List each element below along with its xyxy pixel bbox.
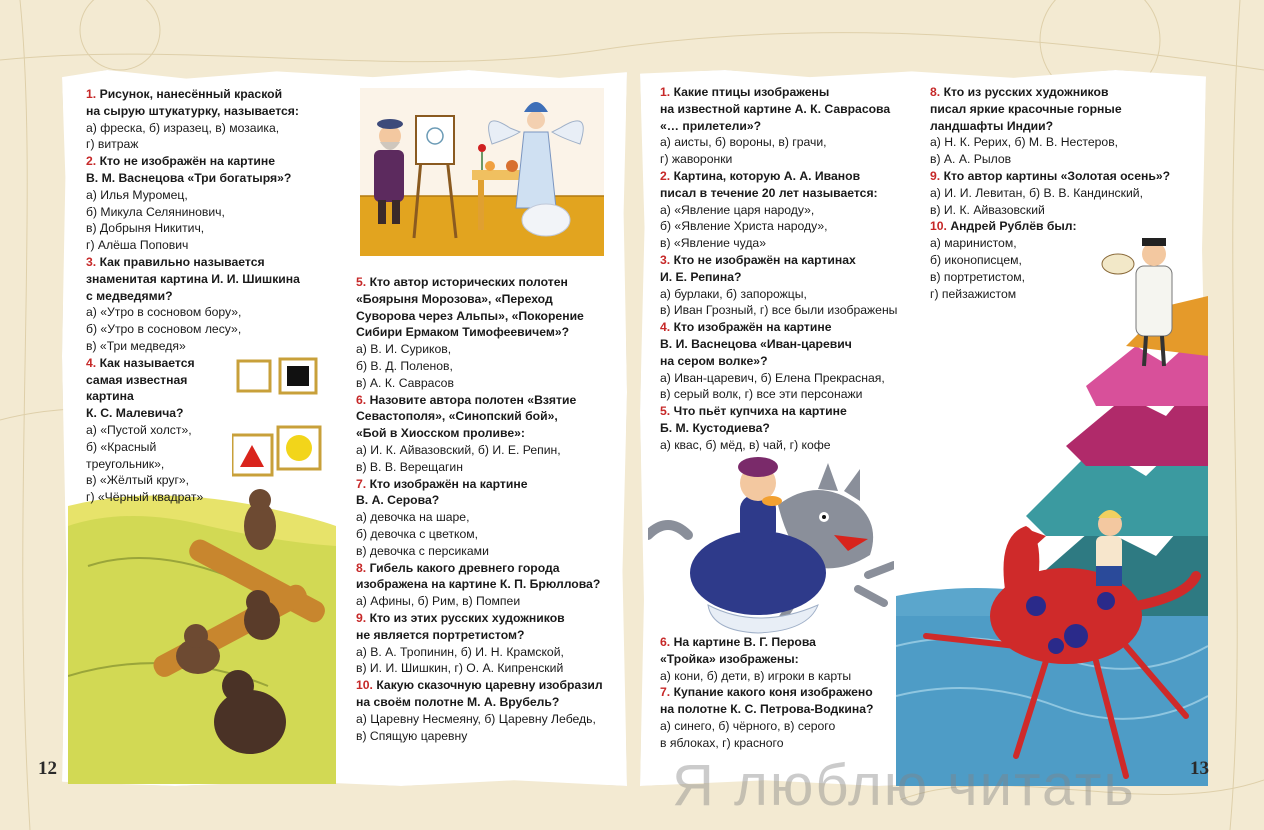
line-text: в) «Три медведя» xyxy=(86,338,186,353)
line-text: В. А. Серова? xyxy=(356,493,440,508)
question-line xyxy=(660,420,897,437)
answer-line xyxy=(660,218,897,235)
line-text: а) «Явление царя народу», xyxy=(660,202,815,217)
line-text: а) Афины, б) Рим, в) Помпеи xyxy=(356,594,521,609)
question-line xyxy=(356,560,603,577)
question-line xyxy=(660,634,873,651)
line-text: не является портретистом? xyxy=(356,627,525,642)
question-line xyxy=(356,476,603,493)
answer-line xyxy=(86,422,300,439)
answer-line xyxy=(86,338,300,355)
question-line xyxy=(86,405,300,422)
question-line xyxy=(86,86,300,103)
answer-line xyxy=(930,286,1170,303)
line-text: Суворова через Альпы», «Покорение xyxy=(356,308,584,323)
line-text: а) Царевну Несмеяну, б) Царевну Лебедь, xyxy=(356,711,596,726)
line-text: в) портретистом, xyxy=(930,269,1026,284)
question-line xyxy=(660,353,897,370)
answer-line xyxy=(660,151,897,168)
question-line xyxy=(356,392,603,409)
line-text: Кто изображён на картине xyxy=(673,320,832,335)
line-text: ландшафты Индии? xyxy=(930,118,1054,133)
question-line xyxy=(86,254,300,271)
line-text: «Бой в Хиосском проливе»: xyxy=(356,426,525,441)
answer-line xyxy=(356,442,603,459)
question-line xyxy=(660,336,897,353)
question-line xyxy=(660,84,897,101)
question-number: 8. xyxy=(356,560,367,575)
question-line xyxy=(930,118,1170,135)
answer-line xyxy=(86,136,300,153)
line-text: а) Иван-царевич, б) Елена Прекрасная, xyxy=(660,370,885,385)
page-number-right: 13 xyxy=(1190,758,1209,779)
question-number: 3. xyxy=(660,252,671,267)
line-text: изображена на картине К. П. Брюллова? xyxy=(356,577,601,592)
answer-line xyxy=(660,202,897,219)
question-number: 1. xyxy=(660,85,671,99)
line-text: в) Добрыня Никитич, xyxy=(86,221,205,236)
line-text: а) «Пустой холст», xyxy=(86,422,192,437)
questions-column-2 xyxy=(356,274,603,744)
question-line xyxy=(356,576,603,593)
answer-line xyxy=(660,668,873,685)
answer-line xyxy=(356,459,603,476)
answer-line xyxy=(930,252,1170,269)
line-text: г) Алёша Попович xyxy=(86,238,189,253)
question-line xyxy=(660,701,873,718)
watermark: Я люблю читать xyxy=(672,753,1136,818)
answer-line xyxy=(660,235,897,252)
question-line xyxy=(86,271,300,288)
question-number: 10. xyxy=(930,219,947,234)
line-text: Купание какого коня изображено xyxy=(673,685,873,700)
line-text: в) Иван Грозный, г) все были изображены xyxy=(660,303,898,318)
answer-line xyxy=(86,220,300,237)
line-text: На картине В. Г. Перова xyxy=(673,635,816,649)
line-text: Кто автор картины «Золотая осень»? xyxy=(943,168,1171,183)
question-line xyxy=(86,170,300,187)
line-text: б) Микула Селянинович, xyxy=(86,204,225,219)
answer-line xyxy=(930,185,1170,202)
question-line xyxy=(86,355,300,372)
question-number: 8. xyxy=(930,85,941,99)
line-text: Что пьёт купчиха на картине xyxy=(673,404,847,419)
line-text: а) В. А. Тропинин, б) И. Н. Крамской, xyxy=(356,644,564,659)
line-text: б) «Красный xyxy=(86,439,157,454)
line-text: Кто не изображён на картине xyxy=(99,154,276,169)
questions-column-4 xyxy=(930,84,1170,302)
question-number: 4. xyxy=(660,320,671,335)
answer-line xyxy=(930,235,1170,252)
line-text: а) фреска, б) изразец, в) мозаика, xyxy=(86,120,280,135)
question-number: 7. xyxy=(660,685,671,700)
question-line xyxy=(356,677,603,694)
line-text: Кто изображён на картине xyxy=(369,476,528,491)
question-number: 9. xyxy=(356,610,367,625)
question-line xyxy=(356,274,603,291)
answer-line xyxy=(660,134,897,151)
question-line xyxy=(660,684,873,701)
line-text: Кто из этих русских художников xyxy=(369,610,565,625)
answer-line xyxy=(86,456,300,473)
question-line xyxy=(930,84,1170,101)
question-line xyxy=(660,651,873,668)
answer-line xyxy=(660,286,897,303)
answer-line xyxy=(356,341,603,358)
line-text: с медведями? xyxy=(86,288,173,303)
answer-line xyxy=(660,718,873,735)
line-text: Какую сказочную царевну изобразил xyxy=(376,678,603,693)
line-text: на своём полотне М. А. Врубель? xyxy=(356,694,560,709)
painter-swan-princess-illustration xyxy=(360,88,604,256)
answer-line xyxy=(356,543,603,560)
answer-line xyxy=(86,304,300,321)
line-text: а) В. И. Суриков, xyxy=(356,342,452,357)
line-text: Севастополя», «Синопский бой», xyxy=(356,409,558,424)
question-line xyxy=(356,627,603,644)
line-text: картина xyxy=(86,389,134,404)
answer-line xyxy=(930,269,1170,286)
line-text: б) В. Д. Поленов, xyxy=(356,358,453,373)
line-text: а) Илья Муромец, xyxy=(86,187,188,202)
line-text: г) жаворонки xyxy=(660,152,733,167)
answer-line xyxy=(86,472,300,489)
question-line xyxy=(356,291,603,308)
question-number: 6. xyxy=(660,635,671,649)
question-number: 6. xyxy=(356,392,367,407)
line-text: «Боярыня Морозова», «Переход xyxy=(356,291,553,306)
question-line xyxy=(660,185,897,202)
questions-column-3-bottom xyxy=(660,634,873,752)
question-line xyxy=(660,403,897,420)
line-text: в) В. В. Верещагин xyxy=(356,459,463,474)
line-text: на полотне К. С. Петрова-Водкина? xyxy=(660,702,874,717)
line-text: а) квас, б) мёд, в) чай, г) кофе xyxy=(660,437,831,452)
answer-line xyxy=(930,151,1170,168)
line-text: в яблоках, г) красного xyxy=(660,735,784,750)
line-text: Кто не изображён на картинах xyxy=(673,252,856,267)
shishkin-bears-illustration xyxy=(68,486,336,784)
question-number: 2. xyxy=(86,154,97,169)
answer-line xyxy=(86,187,300,204)
question-number: 7. xyxy=(356,476,367,491)
question-line xyxy=(660,252,897,269)
question-line xyxy=(356,492,603,509)
line-text: Б. М. Кустодиева? xyxy=(660,420,770,435)
line-text: в) И. И. Шишкин, г) О. А. Кипренский xyxy=(356,661,564,676)
line-text: б) «Утро в сосновом лесу», xyxy=(86,322,242,337)
line-text: а) «Утро в сосновом бору», xyxy=(86,305,242,320)
line-text: Гибель какого древнего города xyxy=(369,560,560,575)
question-number: 4. xyxy=(86,355,97,370)
line-text: г) «Чёрный квадрат» xyxy=(86,490,204,505)
answer-line xyxy=(356,644,603,661)
answer-line xyxy=(86,237,300,254)
line-text: Как правильно называется xyxy=(99,254,265,269)
line-text: г) пейзажистом xyxy=(930,286,1017,301)
question-line xyxy=(356,610,603,627)
line-text: В. М. Васнецова «Три богатыря»? xyxy=(86,170,292,185)
line-text: а) аисты, б) вороны, в) грачи, xyxy=(660,135,827,150)
question-number: 10. xyxy=(356,678,373,693)
question-line xyxy=(86,153,300,170)
question-line xyxy=(86,288,300,305)
line-text: «… прилетели»? xyxy=(660,118,762,133)
line-text: г) витраж xyxy=(86,137,139,152)
questions-column-3-top xyxy=(660,84,897,454)
answer-line xyxy=(660,370,897,387)
answer-line xyxy=(86,204,300,221)
answer-line xyxy=(86,120,300,137)
question-line xyxy=(660,269,897,286)
answer-line xyxy=(356,526,603,543)
line-text: К. С. Малевича? xyxy=(86,406,184,421)
answer-line xyxy=(660,437,897,454)
answer-line xyxy=(356,711,603,728)
answer-line xyxy=(356,375,603,392)
line-text: В. И. Васнецова «Иван-царевич xyxy=(660,336,852,351)
line-text: на сером волке»? xyxy=(660,353,768,368)
line-text: Рисунок, нанесённый краской xyxy=(99,87,283,101)
answer-line xyxy=(930,134,1170,151)
question-line xyxy=(86,388,300,405)
line-text: Сибири Ермаком Тимофеевичем»? xyxy=(356,325,570,340)
line-text: в) серый волк, г) все эти персонажи xyxy=(660,387,863,402)
line-text: Какие птицы изображены xyxy=(673,85,830,99)
answer-line xyxy=(356,593,603,610)
line-text: в) Спящую царевну xyxy=(356,728,468,743)
line-text: на сырую штукатурку, называется: xyxy=(86,103,299,118)
question-number: 5. xyxy=(356,275,367,289)
answer-line xyxy=(660,735,873,752)
line-text: а) И. К. Айвазовский, б) И. Е. Репин, xyxy=(356,442,561,457)
line-text: Назовите автора полотен «Взятие xyxy=(369,392,577,407)
line-text: самая известная xyxy=(86,372,188,387)
question-line xyxy=(86,103,300,120)
line-text: а) Н. К. Рерих, б) М. В. Нестеров, xyxy=(930,135,1119,150)
question-line xyxy=(356,425,603,442)
answer-line xyxy=(660,386,897,403)
question-number: 9. xyxy=(930,168,941,183)
line-text: б) «Явление Христа народу», xyxy=(660,219,828,234)
line-text: а) И. И. Левитан, б) В. В. Кандинский, xyxy=(930,185,1143,200)
line-text: а) синего, б) чёрного, в) серого xyxy=(660,718,836,733)
question-number: 1. xyxy=(86,87,97,101)
answer-line xyxy=(356,728,603,745)
question-number: 5. xyxy=(660,404,671,419)
answer-line xyxy=(356,509,603,526)
line-text: на известной картине А. К. Саврасова xyxy=(660,101,891,116)
line-text: б) иконописцем, xyxy=(930,252,1022,267)
question-line xyxy=(356,308,603,325)
page-number-left: 12 xyxy=(38,758,57,779)
question-number: 2. xyxy=(660,168,671,183)
line-text: знаменитая картина И. И. Шишкина xyxy=(86,271,300,286)
line-text: в) А. А. Рылов xyxy=(930,152,1012,167)
question-number: 3. xyxy=(86,254,97,269)
question-line xyxy=(660,168,897,185)
line-text: Кто из русских художников xyxy=(943,85,1109,99)
line-text: а) кони, б) дети, в) игроки в карты xyxy=(660,668,852,683)
answer-line xyxy=(356,660,603,677)
answer-line xyxy=(356,358,603,375)
line-text: Картина, которую А. А. Иванов xyxy=(673,168,861,183)
answer-line xyxy=(660,302,897,319)
question-line xyxy=(356,408,603,425)
line-text: Как называется xyxy=(99,355,195,370)
question-line xyxy=(660,118,897,135)
answer-line xyxy=(86,489,300,506)
line-text: а) девочка на шаре, xyxy=(356,510,470,525)
line-text: а) маринистом, xyxy=(930,236,1017,251)
line-text: Андрей Рублёв был: xyxy=(950,219,1077,234)
question-line xyxy=(930,101,1170,118)
answer-line xyxy=(86,439,300,456)
line-text: в) «Жёлтый круг», xyxy=(86,473,190,488)
question-line xyxy=(930,218,1170,235)
line-text: а) бурлаки, б) запорожцы, xyxy=(660,286,807,301)
line-text: в) девочка с персиками xyxy=(356,543,489,558)
line-text: И. Е. Репина? xyxy=(660,269,742,284)
answer-line xyxy=(930,202,1170,219)
question-line xyxy=(356,324,603,341)
line-text: в) А. К. Саврасов xyxy=(356,375,454,390)
answer-line xyxy=(86,321,300,338)
line-text: писал яркие красочные горные xyxy=(930,101,1122,116)
question-line xyxy=(660,319,897,336)
question-line xyxy=(660,101,897,118)
line-text: «Тройка» изображены: xyxy=(660,651,799,666)
merchant-wife-wolf-illustration xyxy=(648,455,894,637)
line-text: писал в течение 20 лет называется: xyxy=(660,185,878,200)
questions-column-1 xyxy=(86,86,300,506)
question-line xyxy=(86,372,300,389)
line-text: Кто автор исторических полотен xyxy=(369,275,568,289)
line-text: треугольник», xyxy=(86,456,165,471)
line-text: в) «Явление чуда» xyxy=(660,236,766,251)
question-line xyxy=(356,694,603,711)
line-text: б) девочка с цветком, xyxy=(356,526,479,541)
question-line xyxy=(930,168,1170,185)
line-text: в) И. К. Айвазовский xyxy=(930,202,1045,217)
